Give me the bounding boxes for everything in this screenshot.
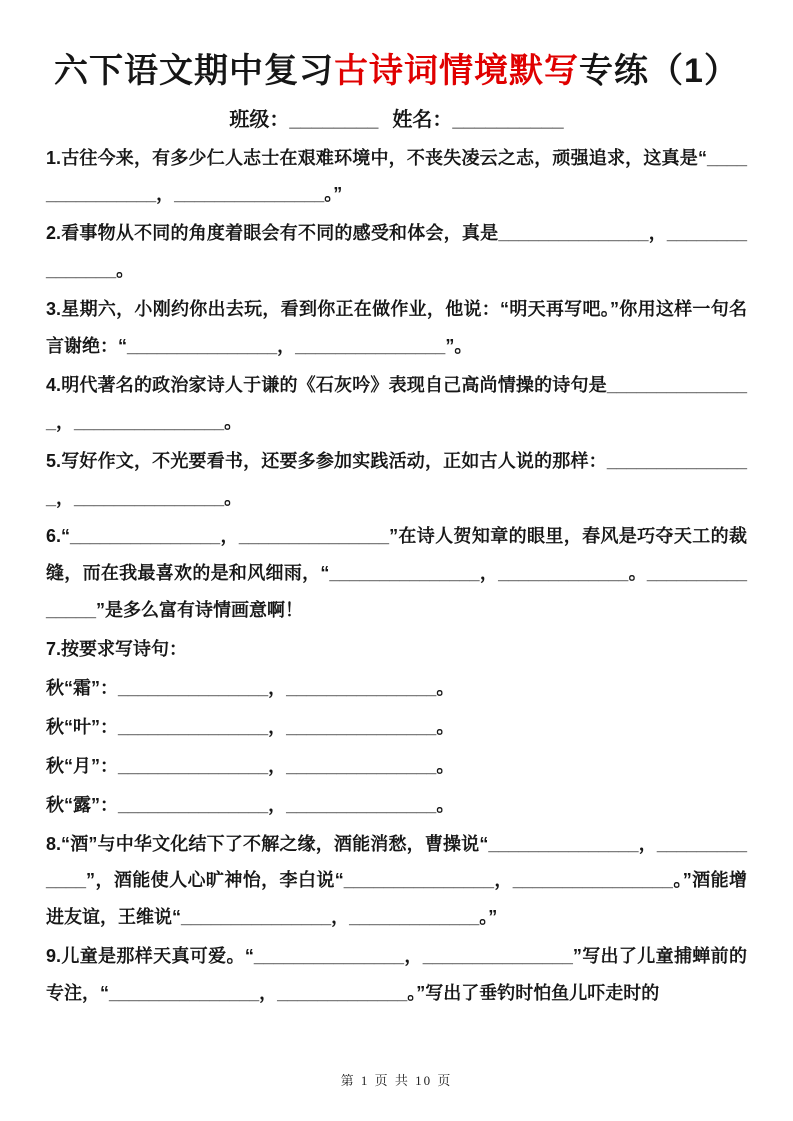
page-number: 第 1 页 共 10 页 [340, 1073, 453, 1088]
question-8: 8.“酒”与中华文化结下了不解之缘，酒能消愁，曹操说“_______________，_____________”，酒能使人心旷神怡，李白说“_______________，________________。”酒能增进友谊，王维说“_______________，_____________。” [46, 833, 747, 928]
question-6: 6.“_______________，_______________”在诗人贺知章的眼里，春风是巧夺天工的裁缝，而在我最喜欢的是和风细雨，“_______________，_____________。_______________”是多么富有诗情画意啊！ [46, 526, 747, 621]
question-7-item-moon: 秋“月”：_______________，_______________。 [46, 755, 455, 776]
question-2: 2.看事物从不同的角度着眼会有不同的感受和体会，真是_______________，_______________。 [46, 223, 747, 281]
title-text-right: 专练（1） [579, 52, 739, 90]
question-7-item-dew: 秋“露”：_______________，_______________。 [46, 794, 455, 815]
question-1: 1.古往今来，有多少仁人志士在艰难环境中，不丧失凌云之志，顽强追求，这真是“_______________，_______________。” [46, 147, 747, 205]
question-7-item-frost: 秋“霜”：_______________，_______________。 [46, 677, 455, 698]
class-label: 班级： [229, 108, 290, 131]
question-7: 7.按要求写诗句： [46, 639, 188, 660]
class-blank: ________ [289, 108, 379, 131]
question-5: 5.写好作文，不光要看书，还要多参加实践活动，正如古人说的那样：_______________，_______________。 [46, 450, 747, 508]
title-text-left: 六下语文期中复习 [54, 52, 335, 90]
name-blank: __________ [452, 108, 564, 131]
question-3: 3.星期六，小刚约你出去玩，看到你正在做作业，他说：“明天再写吧。”你用这样一句名言谢绝：“_______________，_______________”。 [46, 299, 747, 356]
question-4: 4.明代著名的政治家诗人于谦的《石灰吟》表现自己高尚情操的诗句是_______________，_______________。 [46, 374, 747, 432]
question-7-item-leaf: 秋“叶”：_______________，_______________。 [46, 716, 455, 737]
student-info-line [46, 103, 747, 132]
title-text-highlight: 古诗词情境默写 [334, 52, 580, 90]
question-9: 9.儿童是那样天真可爱。“_______________，_______________”写出了儿童捕蝉前的专注，“_______________，_____________。”写出了垂钓时怕鱼儿吓走时的 [46, 946, 747, 1004]
page-title [46, 50, 747, 93]
name-label: 姓名： [392, 108, 453, 131]
